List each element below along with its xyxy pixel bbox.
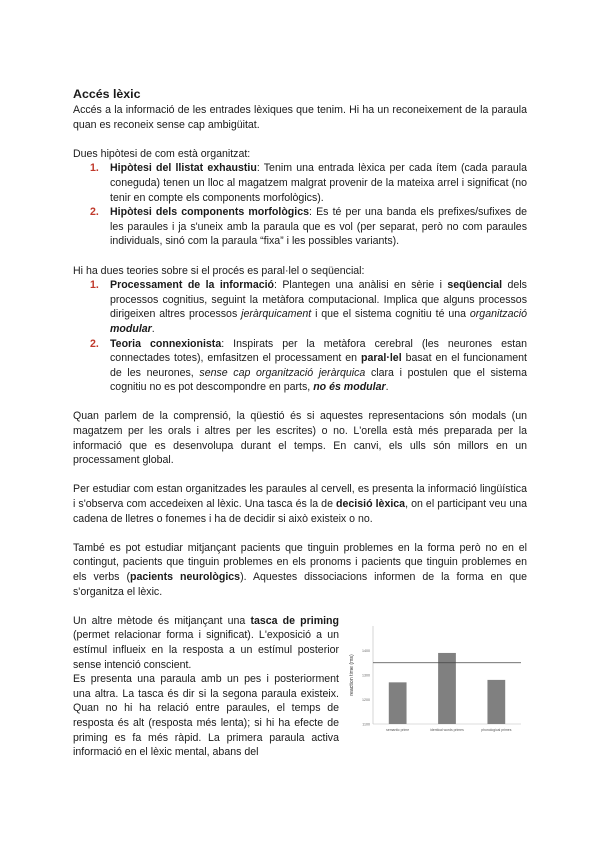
y-tick-label: 1300: [362, 673, 370, 678]
y-tick-label: 1200: [362, 697, 370, 702]
priming-paragraph-2: Es presenta una paraula amb un pes i posteriorment una altra. La tasca és dir si la segona paraula existeix. Quan no hi ha relació entre paraules, el temps de resposta és alt (resposta més lenta); si hi ha efecte de priming es fa més ràpid. La primera paraula activa informació en el lèxic mental, abans del: [73, 673, 339, 759]
list-item: 1. Processament de la informació: Plantegen una anàlisi en sèrie i seqüencial dels processos cognitius, seguint la metàfora computacional. Implica que alguns processos dirigeixen altres processos jeràrquicament i que el sistema cognitiu té una organització modular.: [90, 279, 528, 335]
y-tick-label: 1400: [362, 648, 370, 653]
x-tick-label: phonological primes: [481, 727, 512, 732]
chart-svg: [343, 620, 527, 740]
x-tick-label: semantic prime: [386, 727, 410, 732]
document-page: [73, 86, 527, 760]
priming-paragraph: Un altre mètode és mitjançant una tasca de priming (permet relacionar forma i significat). L'exposició a un estímul influeix en la resposta a un estímul posterior sense intenció conscient.: [73, 614, 340, 671]
hypotheses-list: [73, 161, 527, 249]
bar: [487, 680, 505, 724]
y-tick-label: 1100: [362, 722, 370, 727]
bar: [389, 682, 407, 724]
modal-paragraph: Quan parlem de la comprensió, la qüestió és si aquestes representacions són modals (un magatzem per les orals i altres per les escrites) o no. L'orella està més preparada per la informació que es desenvolupa durant el temps. En canvi, els ulls són millors en un processament global.: [73, 410, 527, 467]
list-item: 1. Hipòtesi del llistat exhaustiu: Tenim una entrada lèxica per cada ítem (cada paraula coneguda) tenen un lloc al magatzem malgrat provenir de la mateixa arrel i significat (no tenir en compte els components morfològics).: [90, 162, 528, 204]
theories-intro: Hi ha dues teories sobre si el procés es paral·lel o seqüencial:: [73, 264, 365, 277]
list-item: 2. Hipòtesi dels components morfològics: Es té per una banda els prefixes/sufixes de les paraules i ja s'uneix amb la paraula que es vol (per separat, però no com paraules individuals, sinó com la paraula “fixa” i les possibles variants).: [90, 206, 528, 248]
patients-paragraph: També es pot estudiar mitjançant pacients que tinguin problemes en la forma però no en el contingut, pacients que tinguin problemes en els pronoms i pacients que tinguin problemes en els verbs (pacients neurològics). Aquestes dissociacions informen de la forma en que s'organitza el lèxic.: [73, 541, 528, 598]
reaction-time-chart: [343, 620, 527, 740]
page-title: Accés lèxic: [73, 87, 141, 101]
priming-section: [73, 614, 527, 760]
intro-paragraph: Accés a la informació de les entrades lèxiques que tenim. Hi ha un reconeixement de la paraula quan es reconeix sense cap ambigüitat.: [73, 104, 527, 131]
y-axis-label: reaction time (ms): [349, 654, 355, 696]
hypotheses-intro: Dues hipòtesi de com està organitzat:: [73, 147, 251, 160]
x-tick-label: identical words primes: [430, 727, 464, 732]
lexical-decision-paragraph: Per estudiar com estan organitzades les paraules al cervell, es presenta la informació lingüística i s'observa com accedeixen al lèxic. Una tasca és la de decisió lèxica, on el participant veu una cadena de lletres o fonemes i ha de decidir si això existeix o no.: [73, 483, 528, 525]
bar: [438, 653, 456, 724]
hypothesis-term: Hipòtesi del llistat exhaustiu: [110, 162, 257, 175]
hypothesis-term: Hipòtesi dels components morfològics: [110, 206, 309, 219]
theories-list: [73, 278, 527, 395]
list-item: 2. Teoria connexionista: Inspirats per la metàfora cerebral (les neurones estan connectades totes), emfasitzen el processament en paral·lel basat en el funcionament de les neurones, sense cap organització jeràrquica clara i postulen que el sistema cognitiu no es pot descompondre en parts, no és modular.: [90, 337, 528, 394]
